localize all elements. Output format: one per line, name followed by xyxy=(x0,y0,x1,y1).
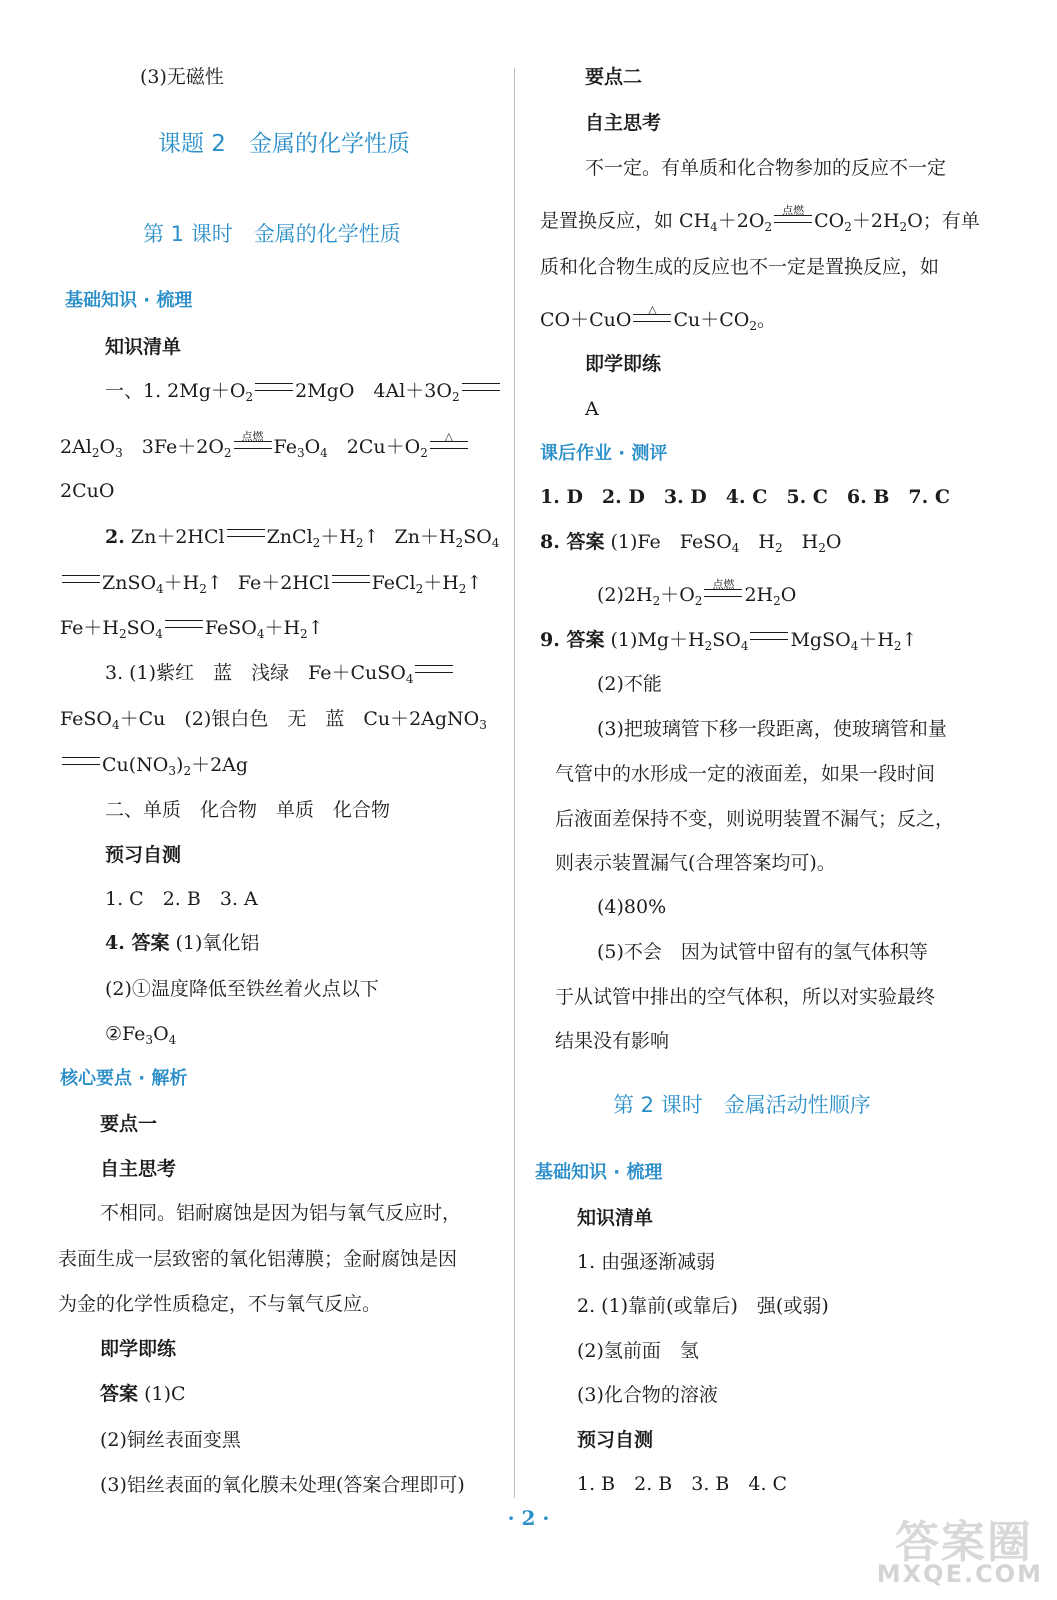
think2-text-2: 是置换反应，如 $CH_4+2O_2$ 点燃 $CO_2+2H_2O$；有单 xyxy=(540,204,980,234)
lesson-title: 课题 2 金属的化学性质 xyxy=(158,131,410,157)
equation-line-2: $2Al_2O_3$ $3Fe+2O_2$ 点燃 $Fe_3O_4$ $2Cu+O_2$ △ xyxy=(60,430,454,460)
section-core-points: 核心要点 · 解析 xyxy=(60,1068,188,1089)
think-text-3: 为金的化学性质稳定，不与氧气反应。 xyxy=(58,1293,382,1315)
question-9-part-4: (4)80% xyxy=(597,896,667,918)
answer-3-no-magnetism: (3)无磁性 xyxy=(140,66,224,88)
period1-title: 第 1 课时 金属的化学性质 xyxy=(143,222,401,246)
point-one-heading: 要点一 xyxy=(100,1113,158,1135)
practice-heading: 即学即练 xyxy=(100,1338,177,1360)
equation-line-3: 2CuO xyxy=(60,480,115,502)
section-basic-knowledge: 基础知识 · 梳理 xyxy=(65,290,193,311)
question-9-part-3b: 气管中的水形成一定的液面差，如果一段时间 xyxy=(555,763,936,785)
knowledge-item-2: 2. (1)靠前(或靠后) 强(或弱) xyxy=(577,1295,829,1317)
watermark-logo: 答案圈 MXQE.COM xyxy=(876,1517,1043,1588)
question-9-part-3d: 则表示装置漏气(合理答案均可)。 xyxy=(555,852,836,874)
question-9-part-3c: 后液面差保持不变，则说明装置不漏气；反之， xyxy=(555,808,955,830)
practice-answer-right: A xyxy=(585,398,599,420)
preview-answers: 1. C 2. B 3. A xyxy=(105,888,258,910)
preview-heading: 预习自测 xyxy=(105,844,182,866)
question-9-part-5b: 于从试管中排出的空气体积，所以对实验最终 xyxy=(555,986,936,1008)
question-4-part-2: (2)①温度降低至铁丝着火点以下 xyxy=(105,978,379,1000)
answer-3-line-3: $Cu(NO_3)_2+2Ag$ xyxy=(102,754,249,778)
think2-text-3: 质和化合物生成的反应也不一定是置换反应，如 xyxy=(540,256,940,278)
section-basic-knowledge-2: 基础知识 · 梳理 xyxy=(535,1162,663,1183)
practice-answer-1: 答案 (1)C xyxy=(100,1383,186,1405)
point-two-heading: 要点二 xyxy=(585,66,643,88)
equation-line-1: 一、1. $2Mg+O_2$ 2MgO $4Al+3O_2$ xyxy=(105,380,460,404)
question-8-part-2: $(2)2H_2+O_2$ 点燃 $2H_2O$ xyxy=(597,578,797,608)
think2-text-4: CO＋CuO △ $Cu+CO_2$。 xyxy=(540,303,777,333)
homework-answers: 1. D 2. D 3. D 4. C 5. C 6. B 7. C xyxy=(540,486,951,508)
knowledge-item-2b: (2)氢前面 氢 xyxy=(577,1340,699,1362)
knowledge-item-1: 1. 由强逐渐减弱 xyxy=(577,1251,716,1273)
period2-title: 第 2 课时 金属活动性顺序 xyxy=(613,1093,871,1117)
answer-3-line-2: FeSO$_4$＋Cu (2)银白色 无 蓝 Cu＋2AgNO$_3$ xyxy=(60,708,487,732)
preview-answers-2: 1. B 2. B 3. B 4. C xyxy=(577,1473,788,1495)
preview-heading-2: 预习自测 xyxy=(577,1429,654,1451)
question-9-part-5c: 结果没有影响 xyxy=(555,1030,670,1052)
section-homework: 课后作业 · 测评 xyxy=(540,443,668,464)
column-divider xyxy=(514,68,515,1498)
practice-answer-2: (2)铜丝表面变黑 xyxy=(100,1429,241,1451)
knowledge-list-heading: 知识清单 xyxy=(105,336,182,358)
knowledge-item-3: (3)化合物的溶液 xyxy=(577,1384,718,1406)
question-8: 8. 答案 (1)Fe FeSO$_4$ $H_2$ $H_2O$ xyxy=(540,531,842,555)
page-number: · 2 · xyxy=(507,1506,550,1530)
self-think-heading-2: 自主思考 xyxy=(585,112,662,134)
answer-two: 二、单质 化合物 单质 化合物 xyxy=(105,799,391,821)
think-text-2: 表面生成一层致密的氧化铝薄膜；金耐腐蚀是因 xyxy=(58,1248,458,1270)
question-4-part-3: $②Fe_3O_4$ xyxy=(105,1023,177,1047)
answer-3-line-1: 3. (1)紫红 蓝 浅绿 Fe＋CuSO$_4$ xyxy=(105,662,414,686)
equation-line-4: 2. Zn＋2HCl $ZnCl_2+H_2↑$ $Zn+H_2SO_4$ xyxy=(105,526,500,550)
self-think-heading: 自主思考 xyxy=(100,1158,177,1180)
question-9: 9. 答案 $(1)Mg+H_2SO_4$ $MgSO_4+H_2↑$ xyxy=(540,629,918,653)
think2-text-1: 不一定。有单质和化合物参加的反应不一定 xyxy=(585,157,947,179)
equation-line-6: $Fe+H_2SO_4$ $FeSO_4+H_2↑$ xyxy=(60,617,324,641)
practice-answer-3: (3)铝丝表面的氧化膜未处理(答案合理即可) xyxy=(100,1474,465,1496)
question-9-part-5a: (5)不会 因为试管中留有的氢气体积等 xyxy=(597,941,928,963)
question-9-part-2: (2)不能 xyxy=(597,673,662,695)
think-text-1: 不相同。铝耐腐蚀是因为铝与氧气反应时， xyxy=(100,1202,462,1224)
knowledge-list-heading-2: 知识清单 xyxy=(577,1207,654,1229)
question-4: 4. 答案 (1)氧化铝 xyxy=(105,932,260,954)
practice-heading-2: 即学即练 xyxy=(585,353,662,375)
equation-line-5: $ZnSO_4+H_2↑$ Fe＋2HCl $FeCl_2+H_2↑$ xyxy=(102,572,483,596)
question-9-part-3a: (3)把玻璃管下移一段距离，使玻璃管和量 xyxy=(597,718,947,740)
